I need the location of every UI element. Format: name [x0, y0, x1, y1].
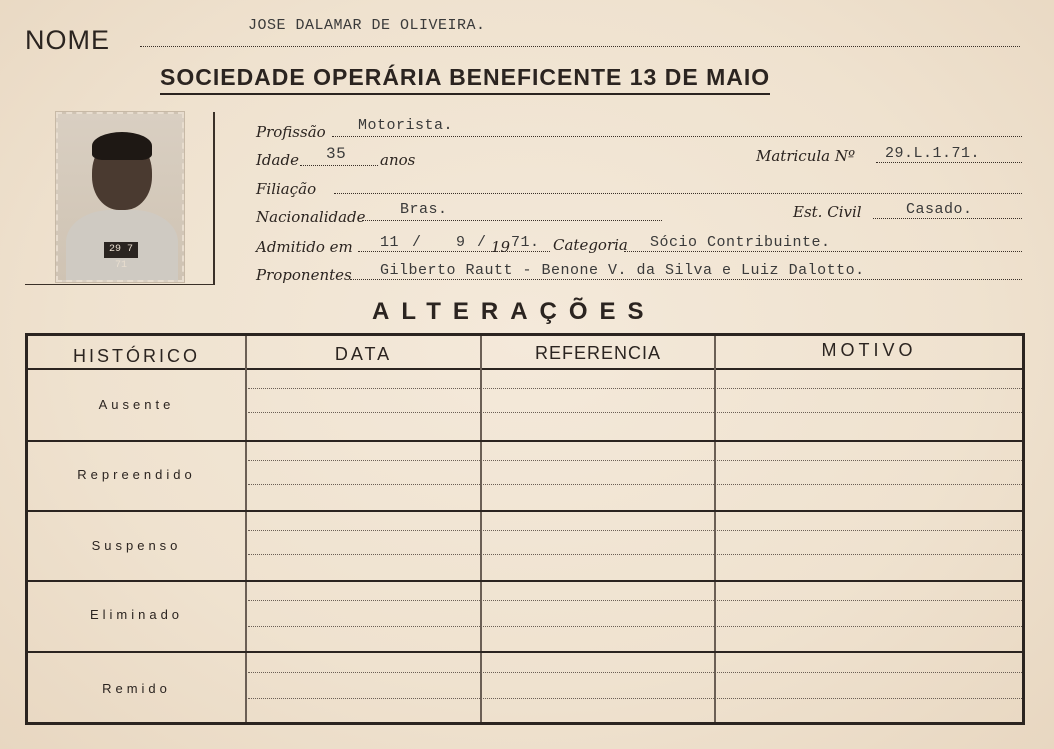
- dotted-line: [248, 554, 1022, 555]
- dotted-line: [248, 460, 1022, 461]
- profissao-value: Motorista.: [358, 117, 454, 134]
- table-header-separator: [28, 368, 1022, 370]
- admitido-year-prefix: 19: [491, 238, 511, 256]
- nome-label: NOME: [25, 25, 110, 55]
- row-separator-3: [28, 580, 1022, 582]
- row-label-repreendido: Repreendido: [77, 467, 196, 482]
- photo-divider-vertical: [213, 112, 215, 284]
- admitido-day: 11: [380, 234, 400, 251]
- photo-hair: [92, 132, 152, 160]
- nacionalidade-value: Bras.: [400, 201, 448, 218]
- matricula-value: 29.L.1.71.: [885, 145, 981, 162]
- row-label-ausente: Ausente: [98, 397, 175, 412]
- admitido-label: Admitido em: [256, 238, 353, 256]
- row-separator-2: [28, 510, 1022, 512]
- col-separator-2: [480, 336, 482, 722]
- row-label-suspenso: Suspenso: [91, 538, 182, 553]
- dotted-line: [248, 412, 1022, 413]
- col-header-historico: HISTÓRICO: [72, 346, 200, 366]
- col-header-referencia: REFERENCIA: [534, 343, 661, 363]
- admitido-month: 9: [456, 234, 466, 251]
- admitido-year-suffix: 71.: [511, 234, 540, 251]
- col-separator-3: [714, 336, 716, 722]
- proponentes-label: Proponentes: [256, 266, 352, 284]
- alteracoes-title: ALTERAÇÕES: [372, 298, 656, 325]
- idade-value: 35: [326, 145, 347, 163]
- categoria-value: Sócio Contribuinte.: [650, 234, 831, 251]
- nacionalidade-label: Nacionalidade: [256, 208, 366, 226]
- categoria-label: Categoria: [553, 236, 628, 254]
- photo-tag: 29 7 71: [104, 242, 138, 258]
- col-separator-1: [245, 336, 247, 722]
- matricula-label: Matricula Nº: [756, 147, 856, 165]
- dotted-line: [248, 388, 1022, 389]
- member-photo: [56, 112, 184, 282]
- row-label-remido: Remido: [102, 681, 171, 696]
- proponentes-value: Gilberto Rautt - Benone V. da Silva e Luiz Dalotto.: [380, 262, 865, 279]
- filiacao-line: [334, 176, 1022, 194]
- photo-divider-horizontal: [25, 284, 215, 285]
- filiacao-label: Filiação: [256, 180, 317, 198]
- profissao-label: Profissão: [256, 123, 326, 141]
- idade-unit: anos: [380, 151, 416, 169]
- est-civil-value: Casado.: [906, 201, 973, 218]
- row-separator-1: [28, 440, 1022, 442]
- est-civil-label: Est. Civil: [793, 203, 862, 221]
- idade-label: Idade: [256, 151, 299, 169]
- alteracoes-table: [25, 333, 1025, 725]
- col-header-data: DATA: [334, 344, 393, 364]
- dotted-line: [248, 600, 1022, 601]
- row-label-eliminado: Eliminado: [89, 607, 184, 622]
- admitido-sep-2: /: [477, 234, 487, 251]
- nome-value: JOSE DALAMAR DE OLIVEIRA.: [248, 17, 486, 34]
- col-header-motivo: MOTIVO: [821, 340, 917, 360]
- dotted-line: [248, 672, 1022, 673]
- row-separator-4: [28, 651, 1022, 653]
- dotted-line: [248, 626, 1022, 627]
- dotted-line: [248, 698, 1022, 699]
- admitido-sep-1: /: [412, 234, 422, 251]
- dotted-line: [248, 530, 1022, 531]
- society-title: SOCIEDADE OPERÁRIA BENEFICENTE 13 DE MAIO: [160, 64, 770, 95]
- dotted-line: [248, 484, 1022, 485]
